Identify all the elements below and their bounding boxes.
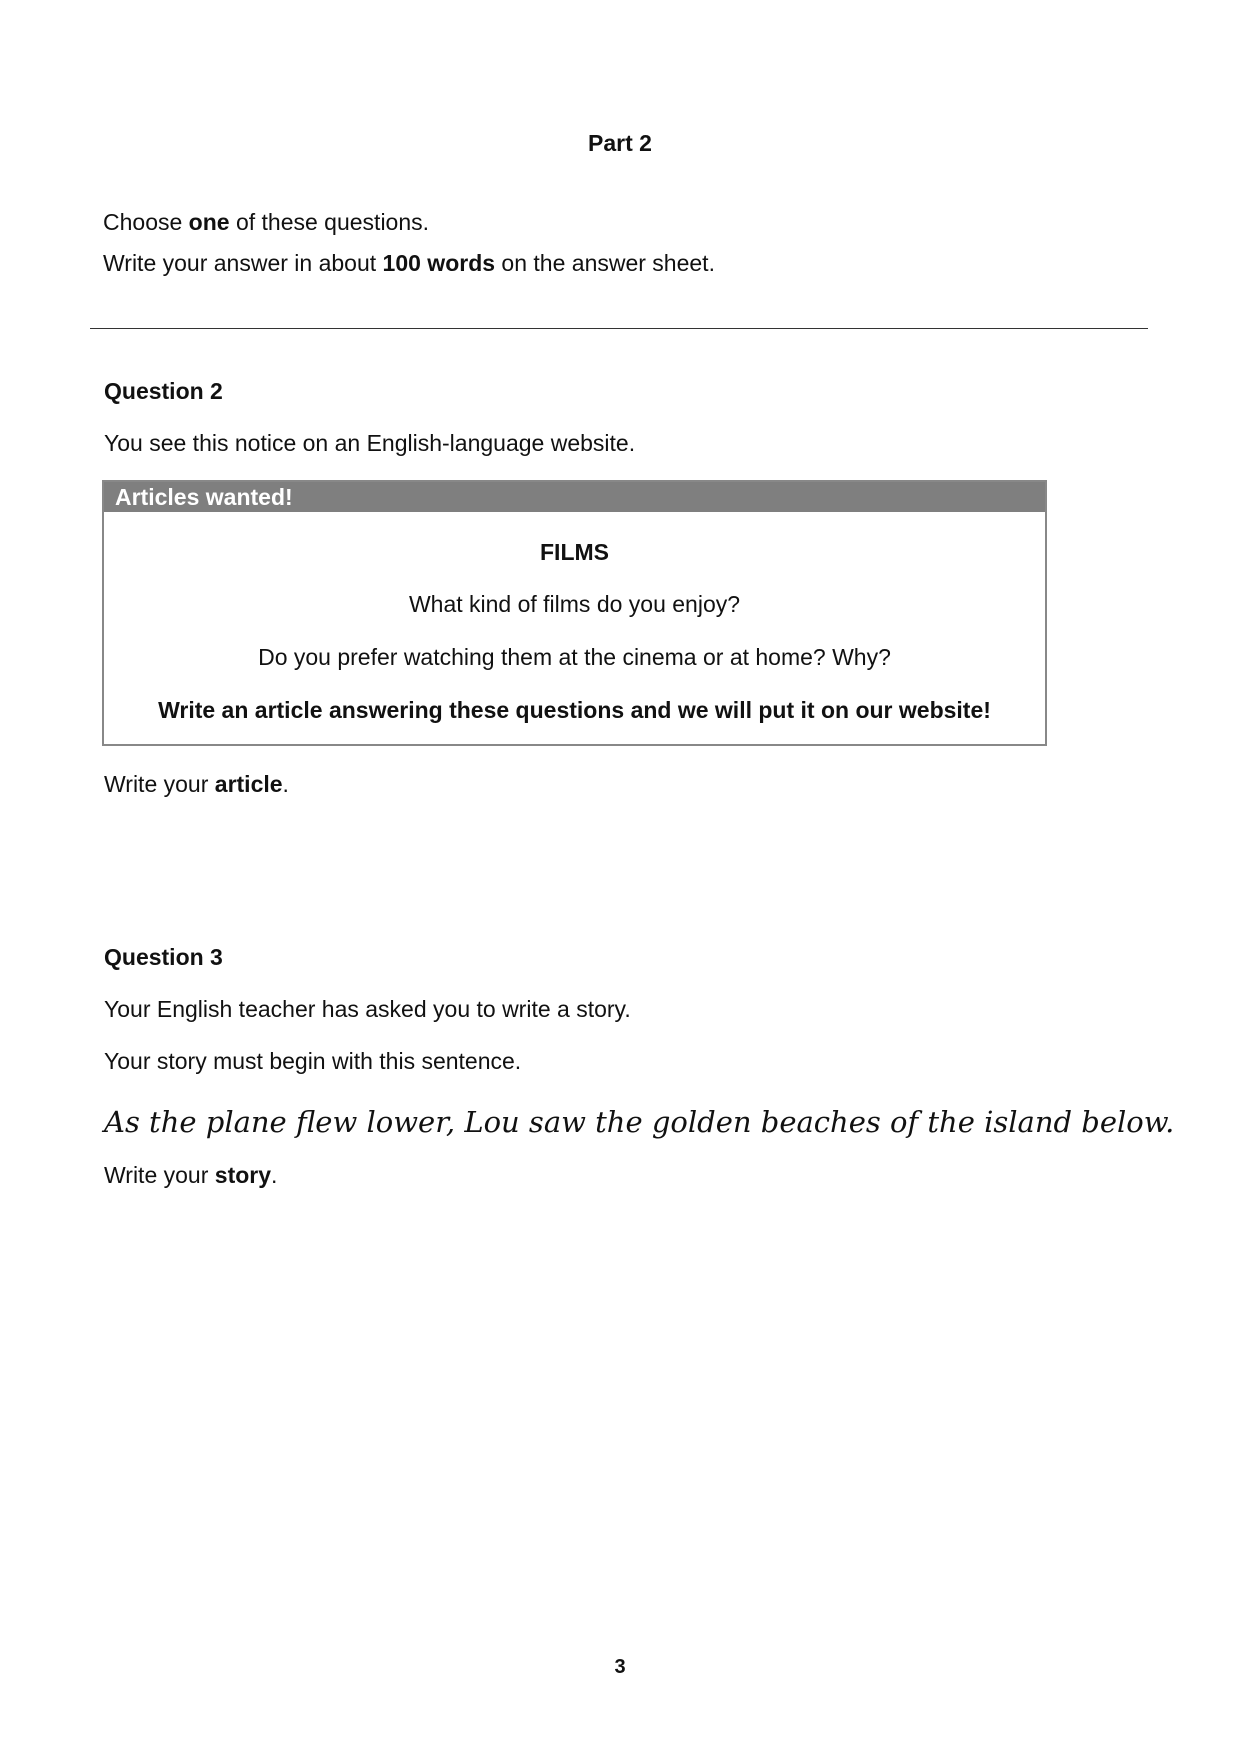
question-3-intro: Your English teacher has asked you to write a story. (104, 996, 631, 1022)
question-2-task-bold: article (214, 771, 283, 797)
question-3-task-pre: Write your (104, 1162, 215, 1188)
notice-question-2: Do you prefer watching them at the cinema or at home? Why? (258, 644, 891, 670)
question-2-task-pre: Write your (104, 771, 215, 797)
instruction-word-count-pre: Write your answer in about (103, 250, 383, 276)
question-2-task-post: . (282, 771, 289, 797)
story-opening-sentence: As the plane flew lower, Lou saw the golden beaches of the island below. (104, 1105, 1175, 1139)
question-3-heading: Question 3 (104, 944, 223, 970)
part-title: Part 2 (588, 130, 652, 156)
instruction-choose-pre: Choose (103, 209, 189, 235)
question-3-task (104, 1161, 277, 1189)
question-3-task-bold: story (214, 1162, 272, 1188)
instruction-choose (103, 208, 429, 236)
notice-question-1: What kind of films do you enjoy? (408, 591, 741, 617)
notice-call-to-action: Write an article answering these questions and we will put it on our website! (158, 697, 991, 723)
notice-title: FILMS (540, 539, 609, 565)
instruction-word-count (103, 249, 715, 277)
section-divider (90, 328, 1148, 329)
question-2-intro: You see this notice on an English-language website. (104, 430, 636, 456)
question-3-task-post: . (271, 1162, 278, 1188)
instruction-choose-post: of these questions. (229, 209, 430, 235)
instruction-word-count-post: on the answer sheet. (495, 250, 715, 276)
notice-box (102, 480, 1047, 746)
notice-header: Articles wanted! (104, 482, 1045, 512)
page-number: 3 (614, 1656, 626, 1678)
question-3-instruction: Your story must begin with this sentence. (104, 1048, 522, 1074)
question-2-heading: Question 2 (104, 378, 223, 404)
instruction-choose-bold: one (188, 209, 230, 235)
question-2-task (104, 770, 289, 798)
instruction-word-count-bold: 100 words (382, 250, 496, 276)
